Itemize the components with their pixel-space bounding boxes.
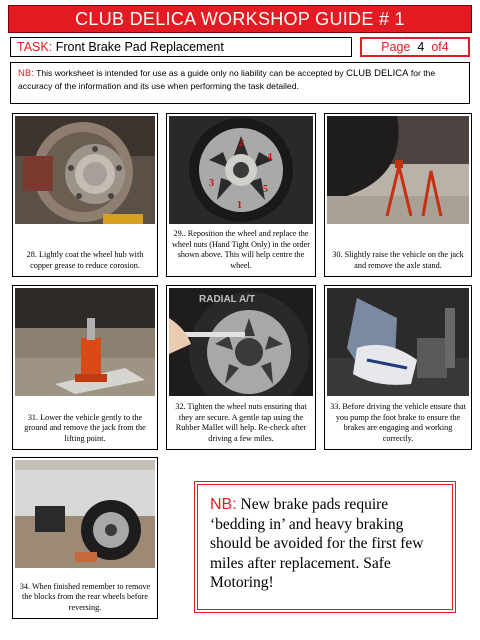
step-caption: 32. Tighten the wheel nuts ensuring that they are secure. A gentle tap using the Rubber Mallet will help. Re-check after driving a few miles.: [175, 401, 307, 444]
task-box: [10, 37, 352, 57]
tyre-sidewall-text: RADIAL A/T: [199, 294, 256, 305]
page-label: Page: [381, 40, 411, 54]
nut-order-5: 5: [263, 184, 268, 195]
bedding-in-warning: [197, 484, 453, 610]
task-label: TASK:: [17, 40, 53, 54]
step-card-29: [166, 113, 316, 277]
step-card-31: [12, 285, 158, 450]
page-current: 4: [417, 40, 425, 54]
disclaimer-text-before: This worksheet is intended for use as a guide only no liability can be accepted by: [36, 68, 344, 78]
page-header: [8, 5, 472, 33]
nut-order-2: 2: [239, 138, 244, 149]
step-card-32: [166, 285, 316, 450]
step-caption: 28. Lightly coat the wheel hub with copper grease to reduce corosion.: [26, 250, 144, 271]
step-photo-rear-wheel-blocks: [15, 460, 155, 568]
step-caption: 29.. Reposition the wheel and replace the wheel nuts (Hand Tight Only) in the order shown above. This will help centre the wheel.: [171, 228, 311, 271]
step-photo-foot-brake: [327, 288, 469, 396]
page-indicator: [360, 37, 470, 57]
step-caption: 34. When finished remember to remove the blocks from the rear wheels before reversing.: [19, 581, 151, 613]
warning-text: New brake pads require ‘bedding in’ and heavy braking should be avoided for the first few miles after replacement. Safe Motoring!: [210, 496, 424, 591]
step-photo-wheel-order: [169, 116, 313, 224]
page-of-label: of: [431, 40, 442, 54]
step-photo-tighten-nuts: [169, 288, 313, 396]
page-title: CLUB DELICA WORKSHOP GUIDE # 1: [75, 9, 405, 29]
step-card-30: [324, 113, 472, 277]
step-caption: 31. Lower the vehicle gently to the ground and remove the jack from the lifting point.: [24, 412, 146, 444]
page-total: 4: [441, 40, 449, 54]
step-caption: 30. Slightly raise the vehicle on the jack and remove the axle stand.: [332, 250, 464, 271]
step-photo-hub: [15, 116, 155, 224]
step-card-33: [324, 285, 472, 450]
warning-label: NB:: [210, 496, 237, 513]
disclaimer-text-after: for the accuracy of the information and its use when performing the task detailed.: [18, 68, 436, 91]
disclaimer-box: [10, 62, 470, 104]
step-photo-axle-stand: [327, 116, 469, 224]
step-photo-jack: [15, 288, 155, 396]
nut-order-1: 1: [237, 200, 242, 211]
disclaimer-brand: CLUB DELICA: [346, 68, 409, 79]
step-card-28: [12, 113, 158, 277]
task-name: Front Brake Pad Replacement: [55, 40, 224, 54]
nut-order-3: 3: [209, 178, 214, 189]
step-card-34: [12, 457, 158, 619]
nut-order-4: 4: [267, 152, 272, 163]
step-caption: 33. Before driving the vehicle ensure that you pump the foot brake to ensure the brakes are engaging and working correctly.: [330, 401, 466, 444]
disclaimer-label: NB:: [18, 68, 34, 79]
